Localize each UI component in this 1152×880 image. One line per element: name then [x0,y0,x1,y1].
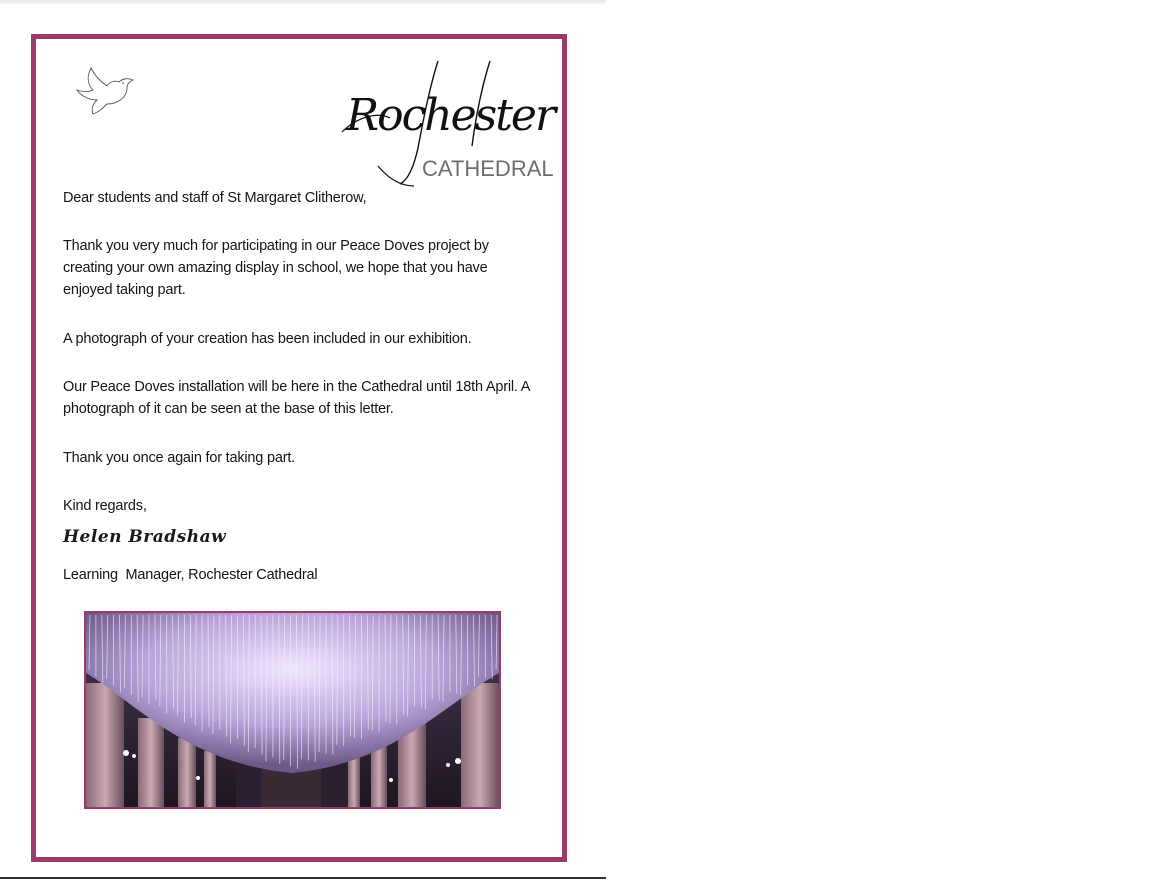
page-bottom-rule [0,877,606,879]
letter-closing: Kind regards, [63,498,147,514]
handwritten-signature: Helen Bradshaw [63,527,227,547]
letter-paragraph-exhibition: A photograph of your creation has been included in our exhibition. [63,331,472,347]
letter-paragraph-thanks-again: Thank you once again for taking part. [63,450,295,466]
rochester-cathedral-logo [338,56,554,188]
peace-doves-installation-photo [84,611,501,809]
letter-paragraph-installation: Our Peace Doves installation will be here in the Cathedral until 18th April. A photograph of it can be seen at the base of this letter. [63,379,530,417]
letter-signoff: Learning Manager, Rochester Cathedral [63,567,318,583]
dove-icon [73,64,137,120]
logo-cathedral-text: CATHEDRAL [422,156,554,181]
letter-paragraph-thanks: Thank you very much for participating in our Peace Doves project by creating your own amazing display in school, we hope that you have enjoyed taking part. [63,238,489,298]
logo-script-text: Rochester [346,90,554,141]
letter-greeting: Dear students and staff of St Margaret Clitherow, [63,190,367,206]
